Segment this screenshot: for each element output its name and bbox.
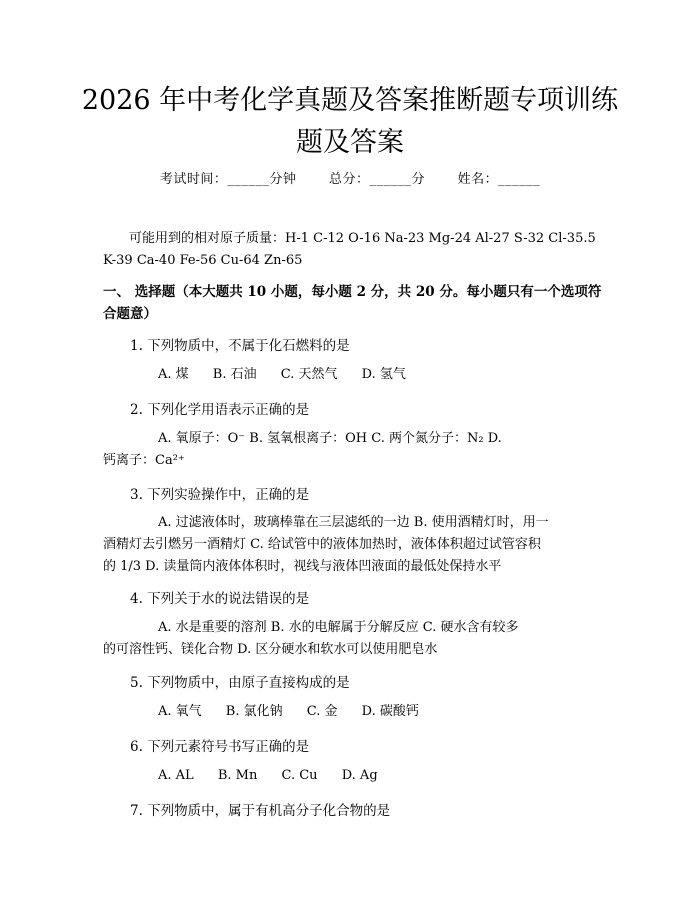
exam-name: 姓名：______: [457, 172, 541, 187]
options-line: 的可溶性钙、镁化合物 D. 区分硬水和软水可以使用肥皂水: [103, 642, 438, 657]
options-line: A. 氧原子：O⁻ B. 氢氧根离子：OH C. 两个氮分子：N₂ D.: [158, 431, 502, 446]
section-heading-line-1: 一、 选择题（本大题共 10 小题，每小题 2 分，共 20 分。每小题只有一个选项符: [103, 284, 602, 300]
question-3: 3. 下列实验操作中，正确的是: [130, 487, 310, 503]
question-1-options: [103, 364, 603, 386]
question-3-options: [103, 512, 603, 578]
option: B. Mn: [217, 768, 258, 783]
question-6-options: [103, 765, 603, 787]
question-4: 4. 下列关于水的说法错误的是: [130, 591, 310, 607]
option: D. 氢气: [361, 367, 406, 382]
question-5: 5. 下列物质中，由原子直接构成的是: [130, 675, 350, 691]
page-title: [60, 80, 640, 164]
exam-score: 总分：______分: [328, 172, 425, 187]
title-line-2: 题及答案: [296, 127, 404, 158]
question-1: 1. 下列物质中，不属于化石燃料的是: [130, 338, 350, 354]
option: B. 石油: [212, 367, 257, 382]
options-line: 钙离子：Ca²⁺: [103, 453, 185, 468]
question-5-options: [103, 701, 603, 723]
options-line: 酒精灯去引燃另一酒精灯 C. 给试管中的液体加热时，液体体积超过试管容积: [103, 537, 541, 552]
atomic-mass-note: [103, 228, 603, 272]
exam-time: 考试时间：______分钟: [159, 172, 297, 187]
section-heading-line-2: 合题意）: [103, 306, 157, 322]
option: C. Cu: [281, 768, 318, 783]
options-line: A. 水是重要的溶剂 B. 水的电解属于分解反应 C. 硬水含有较多: [158, 620, 519, 635]
question-4-options: [103, 617, 603, 661]
option: A. 煤: [158, 367, 189, 382]
section-heading: [103, 281, 603, 325]
atomic-mass-line-1: 可能用到的相对原子质量：H-1 C-12 O-16 Na-23 Mg-24 Al-27 S-32 Cl-35.5: [129, 231, 596, 246]
option: A. AL: [158, 768, 194, 783]
question-2: 2. 下列化学用语表示正确的是: [130, 402, 310, 418]
option: A. 氧气: [158, 704, 202, 719]
question-2-options: [103, 428, 603, 472]
options-line: 的 1/3 D. 读量筒内液体体积时，视线与液体凹液面的最低处保持水平: [103, 559, 502, 574]
option: C. 天然气: [280, 367, 338, 382]
option: C. 金: [306, 704, 338, 719]
question-7: 7. 下列物质中，属于有机高分子化合物的是: [130, 803, 391, 819]
question-6: 6. 下列元素符号书写正确的是: [130, 739, 310, 755]
exam-meta: [0, 168, 700, 187]
option: D. 碳酸钙: [361, 704, 419, 719]
options-line: A. 过滤液体时，玻璃棒靠在三层滤纸的一边 B. 使用酒精灯时，用一: [158, 515, 549, 530]
title-line-1: 2026 年中考化学真题及答案推断题专项训练: [81, 85, 619, 116]
option: B. 氯化钠: [225, 704, 283, 719]
atomic-mass-line-2: K-39 Ca-40 Fe-56 Cu-64 Zn-65: [103, 253, 303, 268]
option: D. Ag: [341, 768, 378, 783]
